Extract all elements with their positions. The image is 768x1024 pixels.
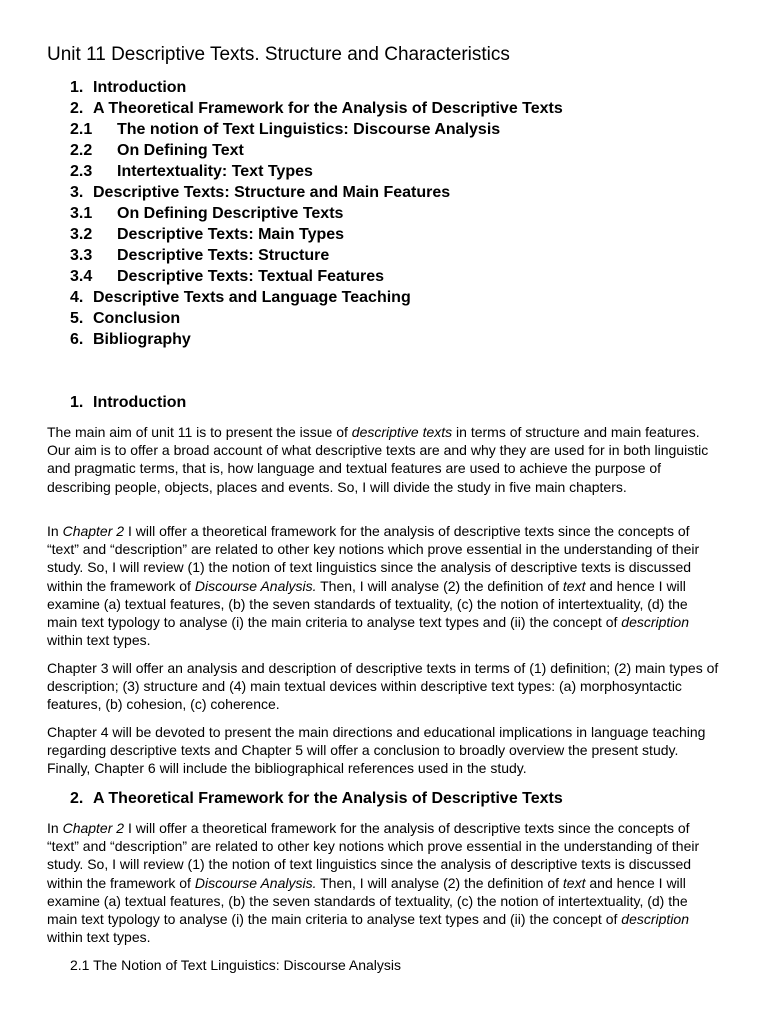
toc-item: [70, 140, 563, 161]
toc-item: [70, 224, 563, 245]
toc-item: [70, 203, 563, 224]
toc-item: [70, 287, 563, 308]
subsection-heading: 2.1 The Notion of Text Linguistics: Discourse Analysis: [70, 957, 401, 973]
toc-item: [70, 119, 563, 140]
toc-item-label: Introduction: [93, 79, 187, 96]
section-number: 1.: [70, 394, 84, 411]
toc-item-label: Descriptive Texts: Structure and Main Features: [93, 184, 451, 201]
table-of-contents: [70, 77, 563, 350]
toc-item: [70, 98, 563, 119]
toc-item: [70, 266, 563, 287]
toc-item: [70, 77, 563, 98]
toc-item-label: Descriptive Texts and Language Teaching: [93, 289, 411, 306]
section-1-heading: [70, 393, 186, 413]
toc-item-label: Intertextuality: Text Types: [117, 163, 313, 180]
toc-item: [70, 329, 563, 350]
toc-item-number: 2.3: [70, 163, 93, 180]
emphasis: descriptive texts: [351, 424, 453, 440]
toc-item: [70, 182, 563, 203]
emphasis: Discourse Analysis.: [194, 577, 317, 594]
toc-item-label: Descriptive Texts: Textual Features: [117, 268, 385, 285]
emphasis: Chapter 2: [62, 523, 125, 539]
section-title: Introduction: [93, 394, 187, 411]
toc-item-label: The notion of Text Linguistics: Discourse Analysis: [117, 121, 501, 138]
toc-item-number: 2.2: [70, 142, 93, 159]
emphasis: description: [621, 614, 689, 631]
document-title: Unit 11 Descriptive Texts. Structure and Characteristics: [47, 44, 510, 65]
toc-item-number: 3.3: [70, 247, 93, 264]
toc-item: [70, 245, 563, 266]
toc-item: [70, 308, 563, 329]
toc-item-number: 1.: [70, 79, 84, 96]
toc-item-number: 2.1: [70, 121, 93, 138]
paragraph: In Chapter 2 I will offer a theoretical framework for the analysis of descriptive texts since the concepts of “text” and “description” are related to other key notions which prove essential in the understanding of their study. So, I will review (1) the notion of text linguistics since the analysis of descriptive texts is discussed within the framework of Discourse Analysis. Then, I will analyse (2) the definition of text and hence I will examine (a) textual features, (b) the seven standards of textuality, (c) the notion of intertextuality, (d) the main text typology to analyse (i) the main criteria to analyse text types and (ii) the concept of description within text types.: [47, 523, 700, 649]
emphasis: text: [562, 874, 586, 891]
toc-item-label: Descriptive Texts: Structure: [117, 247, 330, 264]
emphasis: Chapter 2: [62, 820, 125, 836]
toc-item-label: Bibliography: [93, 331, 191, 348]
emphasis: description: [621, 911, 689, 928]
toc-item-number: 3.4: [70, 268, 93, 285]
toc-item-number: 3.: [70, 184, 84, 201]
paragraph: In Chapter 2 I will offer a theoretical framework for the analysis of descriptive texts since the concepts of “text” and “description” are related to other key notions which prove essential in the understanding of their study. So, I will review (1) the notion of text linguistics since the analysis of descriptive texts is discussed within the framework of Discourse Analysis. Then, I will analyse (2) the definition of text and hence I will examine (a) textual features, (b) the seven standards of textuality, (c) the notion of intertextuality, (d) the main text typology to analyse (i) the main criteria to analyse text types and (ii) the concept of description within text types.: [47, 820, 700, 946]
toc-item-number: 6.: [70, 331, 84, 348]
emphasis: text: [562, 577, 586, 594]
toc-item-number: 4.: [70, 289, 84, 306]
toc-item-label: On Defining Descriptive Texts: [117, 205, 344, 222]
section-title: A Theoretical Framework for the Analysis of Descriptive Texts: [93, 790, 563, 807]
section-2-heading: [70, 789, 563, 809]
section-number: 2.: [70, 790, 84, 807]
toc-item: [70, 161, 563, 182]
toc-item-number: 5.: [70, 310, 84, 327]
toc-item-number: 2.: [70, 100, 84, 117]
toc-item-label: A Theoretical Framework for the Analysis of Descriptive Texts: [93, 100, 563, 117]
paragraph: The main aim of unit 11 is to present the issue of descriptive texts in terms of structure and main features. Our aim is to offer a broad account of what descriptive texts are and why they are used for in both linguistic and pragmatic terms, that is, how language and textual features are used to achieve the purpose of describing people, objects, places and events. So, I will divide the study in five main chapters.: [47, 424, 709, 495]
emphasis: Discourse Analysis.: [194, 874, 317, 891]
toc-item-number: 3.1: [70, 205, 93, 222]
toc-item-number: 3.2: [70, 226, 93, 243]
paragraph: Chapter 3 will offer an analysis and description of descriptive texts in terms of (1) definition; (2) main types of description; (3) structure and (4) main textual devices within descriptive text types: (a) morphosyntactic features, (b) cohesion, (c) coherence.: [47, 660, 719, 713]
toc-item-label: Conclusion: [93, 310, 181, 327]
toc-item-label: Descriptive Texts: Main Types: [117, 226, 345, 243]
toc-item-label: On Defining Text: [117, 142, 244, 159]
paragraph: Chapter 4 will be devoted to present the main directions and educational implications in language teaching regarding descriptive texts and Chapter 5 will offer a conclusion to broadly overview the present study. Finally, Chapter 6 will include the bibliographical references used in the study.: [47, 724, 706, 777]
